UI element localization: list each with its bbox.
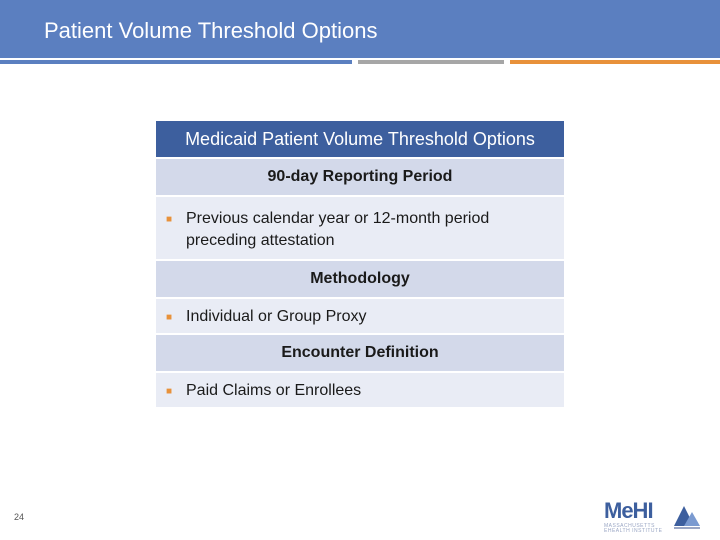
section-content-reporting-period	[156, 197, 564, 261]
section-content-encounter-definition	[156, 373, 564, 409]
slide-header	[0, 0, 720, 58]
bullet-text: Individual or Group Proxy	[186, 308, 367, 325]
square-bullet-icon: ■	[166, 312, 173, 323]
section-content-methodology	[156, 299, 564, 335]
logo-subtitle: MASSACHUSETTS EHEALTH INSTITUTE	[604, 523, 663, 534]
threshold-options-table	[156, 121, 564, 409]
mehi-logo	[604, 498, 714, 534]
section-heading-encounter-definition: Encounter Definition	[156, 335, 564, 373]
page-number: 24	[14, 512, 25, 522]
square-bullet-icon: ■	[166, 386, 173, 397]
partner-logo-icon	[670, 500, 706, 530]
divider-orange	[510, 60, 720, 64]
square-bullet-icon: ■	[166, 214, 173, 225]
bullet-text: Paid Claims or Enrollees	[186, 382, 362, 399]
bullet-text: Previous calendar year or 12-month period preceding attestation	[186, 210, 490, 249]
divider-blue	[0, 60, 352, 64]
section-heading-reporting-period: 90-day Reporting Period	[156, 159, 564, 197]
divider-gray	[358, 60, 504, 64]
logo-wordmark: MeHI	[604, 498, 653, 523]
table-title: Medicaid Patient Volume Threshold Options	[156, 121, 564, 159]
section-heading-methodology: Methodology	[156, 261, 564, 299]
slide-title: Patient Volume Threshold Options	[44, 18, 378, 43]
